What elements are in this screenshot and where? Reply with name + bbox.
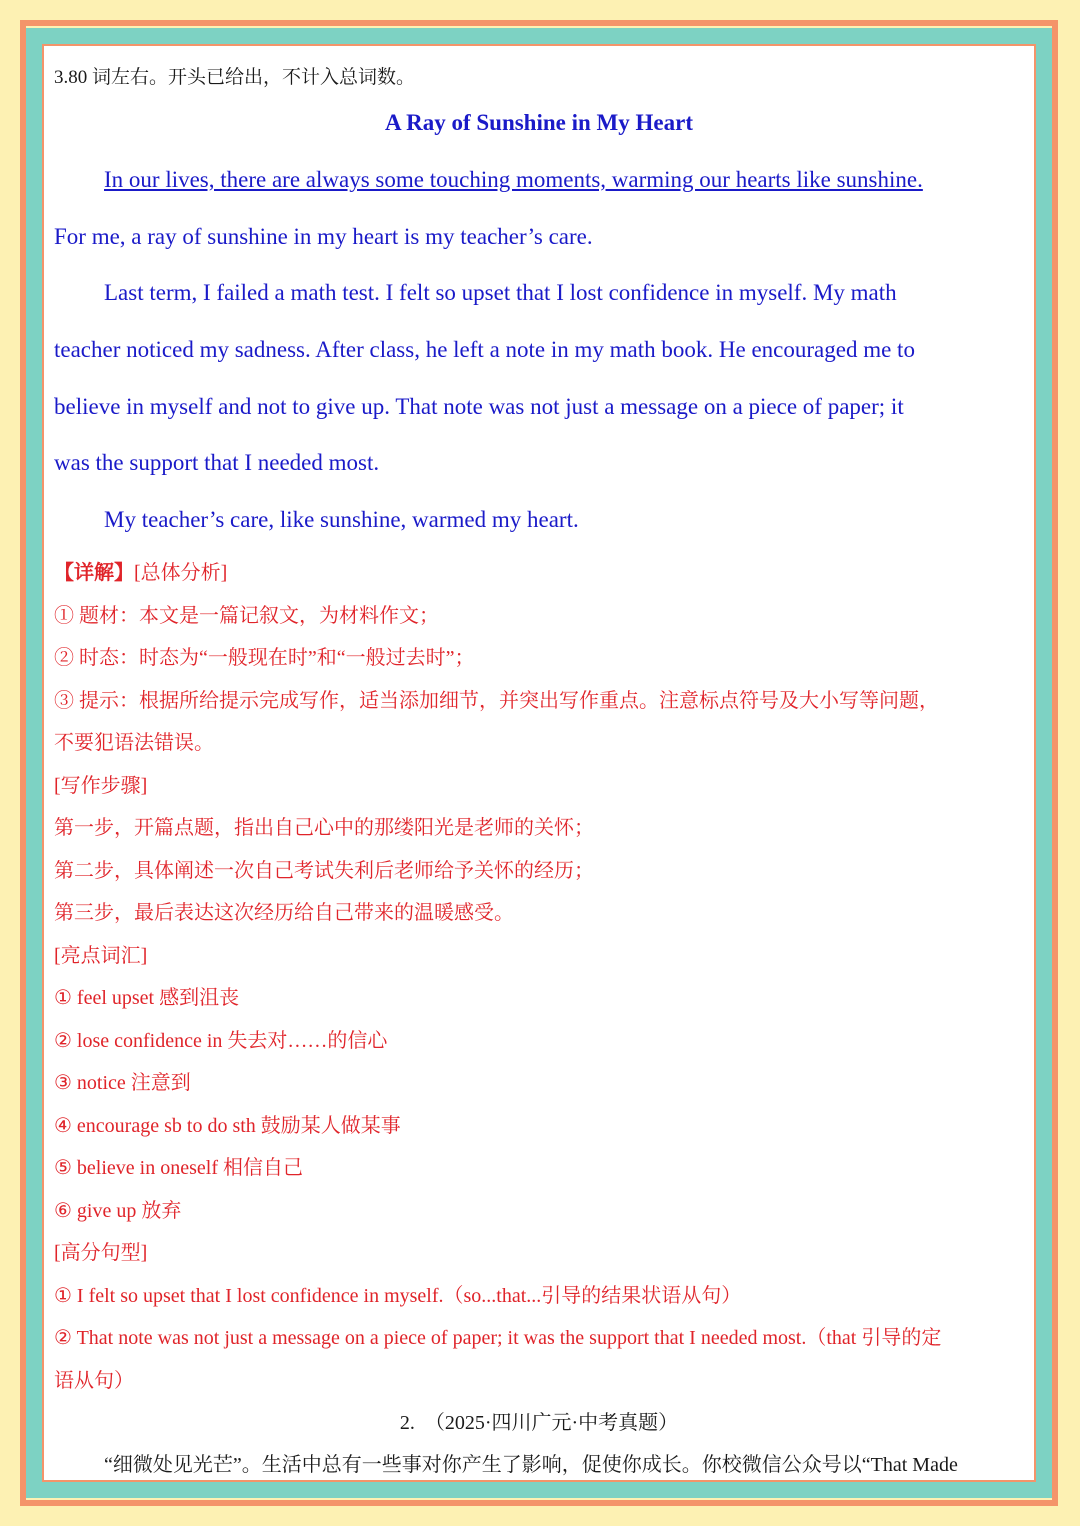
steps-heading: [写作步骤] [54, 775, 148, 797]
document-page [42, 44, 1036, 1482]
essay-line: Last term, I failed a math test. I felt so upset that I lost confidence in myself. My math [104, 280, 897, 305]
analysis-item: ① 题材：本文是一篇记叙文，为材料作文； [54, 605, 439, 627]
vocab-item: ⑤ believe in oneself 相信自己 [54, 1157, 303, 1179]
next-question-text: “细微处见光芒”。生活中总有一些事对你产生了影响，促使你成长。你校微信公众号以“That Made [104, 1454, 958, 1476]
essay-line: teacher noticed my sadness. After class, he left a note in my math book. He encouraged me to [54, 337, 915, 362]
analysis-overall-label: [总体分析] [134, 562, 228, 584]
step-item: 第一步，开篇点题，指出自己心中的那缕阳光是老师的关怀； [54, 817, 594, 839]
vocab-item: ③ notice 注意到 [54, 1072, 191, 1094]
sentences-heading: [高分句型] [54, 1242, 148, 1264]
essay-line: believe in myself and not to give up. That note was not just a message on a piece of paper; it [54, 394, 904, 419]
vocab-item: ④ encourage sb to do sth 鼓励某人做某事 [54, 1115, 401, 1137]
essay-line: For me, a ray of sunshine in my heart is my teacher’s care. [54, 224, 593, 249]
analysis-item: ② 时态：时态为“一般现在时”和“一般过去时”； [54, 647, 475, 669]
next-question-number: 2. （2025·四川广元·中考真题） [399, 1412, 679, 1434]
step-item: 第二步，具体阐述一次自己考试失利后老师给予关怀的经历； [54, 860, 594, 882]
essay-given-opening: In our lives, there are always some touching moments, warming our hearts like sunshine. [104, 167, 923, 192]
analysis-item: 不要犯语法错误。 [54, 732, 214, 754]
vocab-item: ② lose confidence in 失去对……的信心 [54, 1030, 388, 1052]
vocab-heading: [亮点词汇] [54, 945, 148, 967]
vocab-item: ⑥ give up 放弃 [54, 1200, 182, 1222]
analysis-bracket-label: 【详解】 [54, 562, 134, 584]
analysis-header [54, 556, 227, 585]
intro-line: 3.80 词左右。开头已给出，不计入总词数。 [54, 67, 416, 88]
sentence-item: 语从句） [54, 1370, 134, 1392]
essay-line: was the support that I needed most. [54, 450, 380, 475]
essay-title: A Ray of Sunshine in My Heart [385, 110, 693, 135]
step-item: 第三步，最后表达这次经历给自己带来的温暖感受。 [54, 902, 514, 924]
sentence-item: ① I felt so upset that I lost confidence in myself.（so...that...引导的结果状语从句） [54, 1285, 742, 1307]
vocab-item: ① feel upset 感到沮丧 [54, 987, 240, 1009]
essay-line: My teacher’s care, like sunshine, warmed my heart. [104, 507, 579, 532]
analysis-item: ③ 提示：根据所给提示完成写作，适当添加细节，并突出写作重点。注意标点符号及大小写等问题， [54, 690, 939, 712]
sentence-item: ② That note was not just a message on a piece of paper; it was the support that I needed most.（that 引导的定 [54, 1327, 942, 1349]
